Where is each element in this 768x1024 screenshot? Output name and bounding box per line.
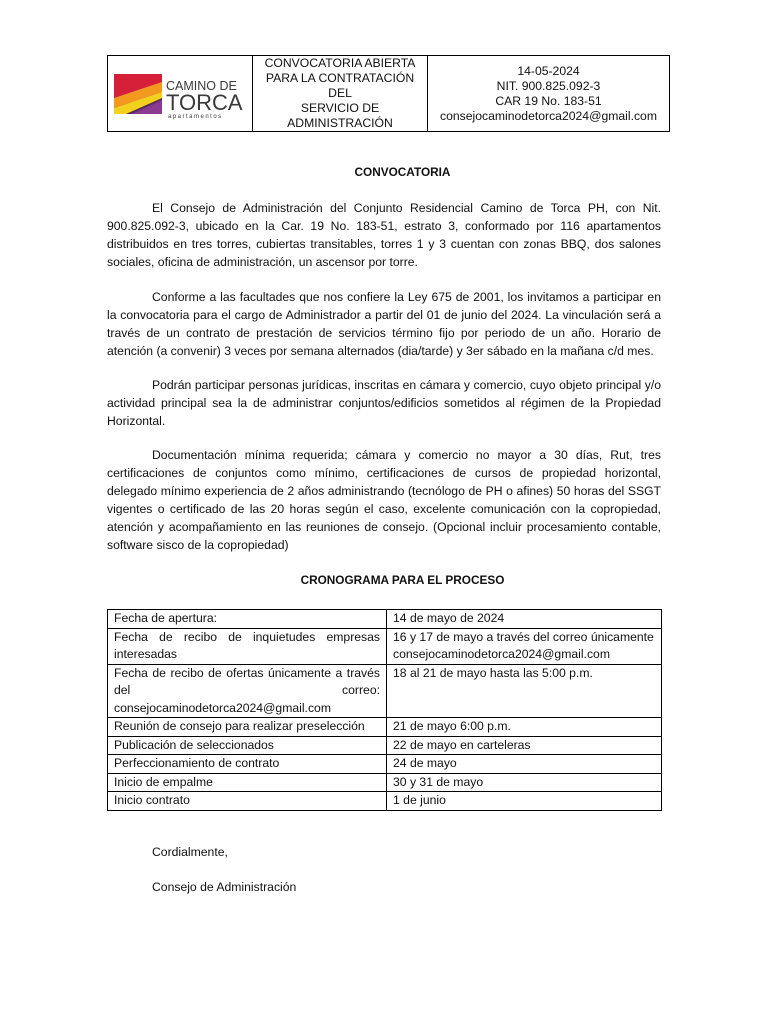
table-row: [108, 773, 662, 792]
header-title-line-2: PARA LA CONTRATACIÓN DEL: [265, 71, 415, 100]
logo-text-line3: apartamentos: [168, 113, 223, 120]
schedule-label: Fecha de apertura:: [108, 610, 387, 629]
header-info-cell: [428, 56, 670, 132]
schedule-label: Inicio contrato: [108, 792, 387, 811]
schedule-label: Fecha de recibo de ofertas únicamente a través del correo: consejocaminodetorca2024@gmail.com: [108, 664, 387, 718]
table-row: [108, 718, 662, 737]
paragraph-1: [107, 199, 661, 271]
header-title-cell: [253, 56, 428, 132]
header-email: consejocaminodetorca2024@gmail.com: [440, 108, 657, 123]
paragraph-2-text: Conforme a las facultades que nos confiere la Ley 675 de 2001, los invitamos a participar en la convocatoria para el cargo de Administrador a partir del 01 de junio del 2024. La vinculación será a través de un contrato de prestación de servicios término fijo por periodo de un año. Horario de atención (a convenir) 3 veces por semana alternados (dia/tarde) y 3er sábado en la mañana c/d mes.: [107, 290, 661, 358]
schedule-table: [107, 609, 662, 811]
schedule-label: Fecha de recibo de inquietudes empresas interesadas: [108, 628, 387, 664]
header-table: [107, 55, 670, 132]
paragraph-2: [107, 288, 661, 360]
closing-salutation: Cordialmente,: [152, 845, 228, 859]
header-address: CAR 19 No. 183-51: [495, 93, 602, 108]
schedule-heading: CRONOGRAMA PARA EL PROCESO: [300, 573, 505, 587]
schedule-value: 14 de mayo de 2024: [387, 610, 662, 629]
schedule-label: Reunión de consejo para realizar preselección: [108, 718, 387, 737]
schedule-label: Perfeccionamiento de contrato: [108, 755, 387, 774]
schedule-value: 16 y 17 de mayo a través del correo únicamente consejocaminodetorca2024@gmail.com: [387, 628, 662, 664]
schedule-label: Inicio de empalme: [108, 773, 387, 792]
header-date: 14-05-2024: [517, 63, 580, 78]
schedule-label: Publicación de seleccionados: [108, 736, 387, 755]
header-title-line-1: CONVOCATORIA ABIERTA: [264, 56, 416, 70]
header-title-line-4: ADMINISTRACIÓN: [287, 116, 393, 130]
table-row: [108, 628, 662, 664]
paragraph-4-text: Documentación mínima requerida; cámara y comercio no mayor a 30 días, Rut, tres certificaciones de conjuntos como mínimo, certificaciones de cursos de propiedad horizontal, delegado mínimo experiencia de 2 años administrando (tecnólogo de PH o afines) 50 horas del SSGT vigentes o certificado de las 20 horas según el caso, excelente comunicación con la copropiedad, atención y acompañamiento en las reuniones de consejo. (Opcional incluir procesamiento contable, software sisco de la copropiedad): [107, 448, 661, 552]
camino-de-torca-logo: [112, 68, 248, 120]
paragraph-4: [107, 446, 661, 554]
logo-cell: [108, 56, 253, 132]
logo-text-line1: CAMINO DE: [166, 78, 237, 93]
schedule-value: 30 y 31 de mayo: [387, 773, 662, 792]
header-nit: NIT. 900.825.092-3: [496, 78, 601, 93]
schedule-value: 21 de mayo 6:00 p.m.: [387, 718, 662, 737]
schedule-value: 22 de mayo en carteleras: [387, 736, 662, 755]
schedule-value: 1 de junio: [387, 792, 662, 811]
table-row: [108, 755, 662, 774]
schedule-value: 24 de mayo: [387, 755, 662, 774]
header-title-line-3: SERVICIO DE: [300, 101, 380, 115]
table-row: [108, 664, 662, 718]
table-row: [108, 736, 662, 755]
paragraph-3-text: Podrán participar personas jurídicas, inscritas en cámara y comercio, cuyo objeto principal y/o actividad principal sea la de administrar conjuntos/edificios sometidos al régimen de la Propiedad Horizontal.: [107, 378, 661, 428]
logo-text-line2: TORCA: [166, 89, 243, 115]
table-row: [108, 792, 662, 811]
schedule-value: 18 al 21 de mayo hasta las 5:00 p.m.: [387, 664, 662, 718]
paragraph-1-text: El Consejo de Administración del Conjunto Residencial Camino de Torca PH, con Nit. 900.825.092-3, ubicado en la Car. 19 No. 183-51, estrato 3, conformado por 116 apartamentos distribuidos en tres torres, cubiertas transitables, torres 1 y 3 cuentan con zonas BBQ, dos salones sociales, oficina de administración, un ascensor por torre.: [107, 201, 661, 269]
paragraph-3: [107, 376, 661, 430]
document-heading: CONVOCATORIA: [354, 165, 451, 179]
logo: [108, 56, 252, 131]
closing-signature: Consejo de Administración: [152, 880, 297, 894]
table-row: [108, 610, 662, 629]
